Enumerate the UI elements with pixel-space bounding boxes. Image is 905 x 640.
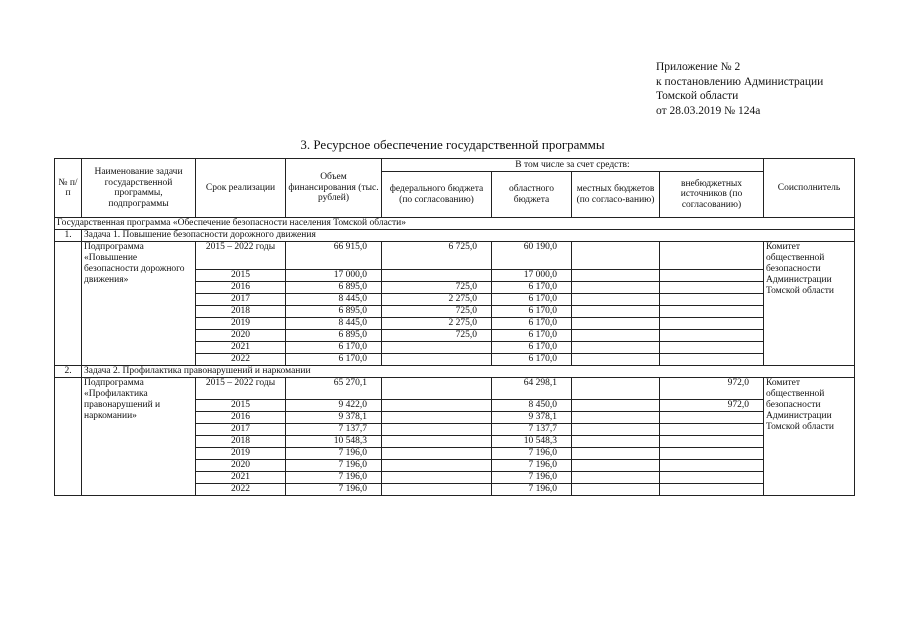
- year-cell: 2016: [196, 412, 286, 424]
- extra-cell: [660, 448, 764, 460]
- header-volume: Объем финансирования (тыс. рублей): [286, 159, 382, 218]
- volume-cell: 6 895,0: [286, 282, 382, 294]
- regional-cell: 6 170,0: [492, 330, 572, 342]
- local-cell: [572, 484, 660, 496]
- total-volume: 65 270,1: [286, 378, 382, 400]
- volume-cell: 6 895,0: [286, 330, 382, 342]
- local-cell: [572, 400, 660, 412]
- total-federal: [382, 378, 492, 400]
- header-executor: Соисполнитель: [764, 159, 855, 218]
- extra-cell: [660, 424, 764, 436]
- federal-cell: [382, 424, 492, 436]
- regional-cell: 7 196,0: [492, 460, 572, 472]
- extra-cell: [660, 318, 764, 330]
- local-cell: [572, 318, 660, 330]
- local-cell: [572, 448, 660, 460]
- year-cell: 2022: [196, 484, 286, 496]
- regional-cell: 8 450,0: [492, 400, 572, 412]
- federal-cell: 725,0: [382, 330, 492, 342]
- extra-cell: [660, 282, 764, 294]
- extra-cell: [660, 294, 764, 306]
- total-local: [572, 378, 660, 400]
- volume-cell: 7 196,0: [286, 484, 382, 496]
- executor-name: Комитет общественной безопасности Администрации Томской области: [764, 378, 855, 496]
- federal-cell: 2 275,0: [382, 318, 492, 330]
- extra-cell: [660, 306, 764, 318]
- local-cell: [572, 270, 660, 282]
- year-cell: 2015: [196, 270, 286, 282]
- total-regional: 64 298,1: [492, 378, 572, 400]
- year-cell: 2015: [196, 400, 286, 412]
- regional-cell: 6 170,0: [492, 282, 572, 294]
- subprogram-name: Подпрограмма «Повышение безопасности дорожного движения»: [82, 242, 196, 366]
- local-cell: [572, 306, 660, 318]
- local-cell: [572, 342, 660, 354]
- year-cell: 2021: [196, 342, 286, 354]
- federal-cell: [382, 448, 492, 460]
- header-local: местных бюджетов (по согласо-ванию): [572, 172, 660, 218]
- year-cell: 2020: [196, 460, 286, 472]
- appendix-line: от 28.03.2019 № 124а: [656, 104, 761, 117]
- total-federal: 6 725,0: [382, 242, 492, 270]
- extra-cell: [660, 484, 764, 496]
- local-cell: [572, 460, 660, 472]
- federal-cell: [382, 460, 492, 472]
- volume-cell: 9 422,0: [286, 400, 382, 412]
- federal-cell: [382, 342, 492, 354]
- subprogram-name: Подпрограмма «Профилактика правонарушений и наркомании»: [82, 378, 196, 496]
- year-cell: 2020: [196, 330, 286, 342]
- header-regional: областного бюджета: [492, 172, 572, 218]
- year-cell: 2019: [196, 448, 286, 460]
- volume-cell: 9 378,1: [286, 412, 382, 424]
- local-cell: [572, 330, 660, 342]
- volume-cell: 6 895,0: [286, 306, 382, 318]
- header-federal: федерального бюджета (по согласованию): [382, 172, 492, 218]
- regional-cell: 7 196,0: [492, 472, 572, 484]
- year-cell: 2016: [196, 282, 286, 294]
- year-cell: 2017: [196, 424, 286, 436]
- regional-cell: 6 170,0: [492, 342, 572, 354]
- extra-cell: [660, 460, 764, 472]
- local-cell: [572, 294, 660, 306]
- local-cell: [572, 472, 660, 484]
- task-num: 2.: [55, 366, 82, 378]
- total-regional: 60 190,0: [492, 242, 572, 270]
- local-cell: [572, 354, 660, 366]
- num-empty-cell: [55, 378, 82, 496]
- federal-cell: [382, 484, 492, 496]
- year-cell: 2017: [196, 294, 286, 306]
- total-term: 2015 – 2022 годы: [196, 242, 286, 270]
- extra-cell: [660, 412, 764, 424]
- year-cell: 2022: [196, 354, 286, 366]
- extra-cell: [660, 330, 764, 342]
- volume-cell: 6 170,0: [286, 354, 382, 366]
- year-cell: 2018: [196, 306, 286, 318]
- volume-cell: 7 196,0: [286, 448, 382, 460]
- total-local: [572, 242, 660, 270]
- volume-cell: 17 000,0: [286, 270, 382, 282]
- total-volume: 66 915,0: [286, 242, 382, 270]
- extra-cell: [660, 472, 764, 484]
- federal-cell: [382, 436, 492, 448]
- year-cell: 2021: [196, 472, 286, 484]
- federal-cell: [382, 472, 492, 484]
- regional-cell: 10 548,3: [492, 436, 572, 448]
- federal-cell: [382, 354, 492, 366]
- federal-cell: 2 275,0: [382, 294, 492, 306]
- header-term: Срок реализации: [196, 159, 286, 218]
- regional-cell: 6 170,0: [492, 306, 572, 318]
- regional-cell: 6 170,0: [492, 354, 572, 366]
- appendix-line: Приложение № 2: [656, 61, 741, 73]
- federal-cell: 725,0: [382, 282, 492, 294]
- appendix-note: [656, 60, 823, 118]
- extra-cell: [660, 342, 764, 354]
- resource-table: [54, 158, 855, 496]
- regional-cell: 17 000,0: [492, 270, 572, 282]
- document-title: 3. Ресурсное обеспечение государственной программы: [300, 137, 605, 152]
- num-empty-cell: [55, 242, 82, 366]
- total-extra: 972,0: [660, 378, 764, 400]
- local-cell: [572, 436, 660, 448]
- federal-cell: [382, 412, 492, 424]
- appendix-line: к постановлению Администрации: [656, 75, 824, 88]
- volume-cell: 7 196,0: [286, 472, 382, 484]
- extra-cell: [660, 436, 764, 448]
- header-extra: внебюджетных источников (по согласованию): [660, 172, 764, 218]
- total-term: 2015 – 2022 годы: [196, 378, 286, 400]
- federal-cell: [382, 400, 492, 412]
- regional-cell: 7 196,0: [492, 448, 572, 460]
- task-title: Задача 1. Повышение безопасности дорожного движения: [82, 230, 855, 242]
- program-row: Государственная программа «Обеспечение безопасности населения Томской области»: [55, 218, 855, 230]
- executor-name: Комитет общественной безопасности Администрации Томской области: [764, 242, 855, 366]
- regional-cell: 9 378,1: [492, 412, 572, 424]
- local-cell: [572, 412, 660, 424]
- volume-cell: 7 137,7: [286, 424, 382, 436]
- regional-cell: 7 196,0: [492, 484, 572, 496]
- header-num: № п/п: [55, 159, 82, 218]
- extra-cell: [660, 354, 764, 366]
- extra-cell: [660, 270, 764, 282]
- header-name: Наименование задачи государственной программы, подпрограммы: [82, 159, 196, 218]
- volume-cell: 10 548,3: [286, 436, 382, 448]
- total-extra: [660, 242, 764, 270]
- appendix-line: Томской области: [656, 90, 739, 102]
- task-title: Задача 2. Профилактика правонарушений и наркомании: [82, 366, 855, 378]
- extra-cell: 972,0: [660, 400, 764, 412]
- volume-cell: 8 445,0: [286, 294, 382, 306]
- volume-cell: 8 445,0: [286, 318, 382, 330]
- regional-cell: 6 170,0: [492, 318, 572, 330]
- year-cell: 2018: [196, 436, 286, 448]
- federal-cell: 725,0: [382, 306, 492, 318]
- federal-cell: [382, 270, 492, 282]
- regional-cell: 6 170,0: [492, 294, 572, 306]
- year-cell: 2019: [196, 318, 286, 330]
- volume-cell: 6 170,0: [286, 342, 382, 354]
- local-cell: [572, 424, 660, 436]
- volume-cell: 7 196,0: [286, 460, 382, 472]
- local-cell: [572, 282, 660, 294]
- regional-cell: 7 137,7: [492, 424, 572, 436]
- task-num: 1.: [55, 230, 82, 242]
- header-including: В том числе за счет средств:: [382, 159, 764, 172]
